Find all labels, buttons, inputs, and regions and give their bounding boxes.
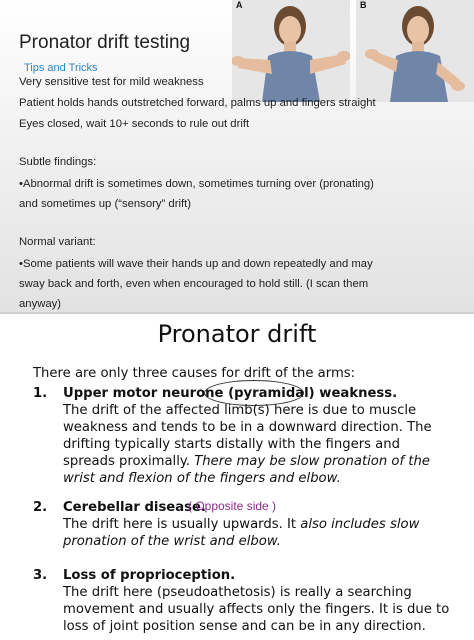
top-line-2: Patient holds hands outstretched forward, palms up and fingers straight: [19, 97, 376, 109]
bottom-slide-title: Pronator drift: [157, 320, 317, 348]
item-3-line-3: loss of joint position sense and can be in any direction.: [63, 619, 426, 634]
top-line-6: and sometimes up (“sensory” drift): [19, 198, 192, 210]
photo-a: [232, 0, 350, 102]
photo-b: [356, 0, 474, 102]
opposite-side-annotation: ( Opposite side ): [188, 499, 277, 513]
item-2-heading: Cerebellar disease.: [63, 500, 206, 515]
bottom-intro: There are only three causes for drift of the arms:: [33, 366, 356, 381]
bottom-slide: [0, 314, 474, 640]
top-line-normal-heading: Normal variant:: [19, 236, 96, 248]
photo-a-label: A: [236, 0, 243, 10]
top-line-10: anyway): [19, 298, 62, 310]
item-1-line-2: weakness and tends to be in a downward direction. The: [63, 420, 432, 435]
item-2-line-1: [63, 517, 419, 532]
item-1-line-4-italic: There may be slow pronation of the: [194, 454, 430, 469]
top-line-subtle-heading: Subtle findings:: [19, 156, 97, 168]
item-1-number: 1.: [33, 386, 48, 401]
top-line-1: Very sensitive test for mild weakness: [19, 76, 204, 88]
item-1-line-1: The drift of the affected limb(s) here is due to muscle: [63, 403, 417, 418]
item-2-line-2: pronation of the wrist and elbow.: [63, 534, 281, 549]
item-1-line-4-normal: spreads proximally.: [63, 454, 195, 469]
photo-b-label: B: [360, 0, 367, 10]
item-1-line-3: drifting typically starts distally with the fingers and: [63, 437, 400, 452]
top-line-9: sway back and forth, even when encouraged to hold still. (I scan them: [19, 278, 369, 290]
item-1-line-4: [63, 454, 430, 469]
top-slide: [0, 0, 474, 312]
patient-pronator-drift-illustration: [356, 0, 474, 102]
item-2-line-1-normal: The drift here is usually upwards. It: [63, 517, 301, 532]
item-1-line-5: wrist and flexion of the fingers and elbow.: [63, 471, 341, 486]
top-line-8: •Some patients will wave their hands up and down repeatedly and may: [19, 258, 373, 270]
item-3-number: 3.: [33, 568, 48, 583]
top-slide-subtitle: Tips and Tricks: [24, 62, 98, 74]
item-3-line-1: The drift here (pseudoathetosis) is really a searching: [63, 585, 412, 600]
item-2-number: 2.: [33, 500, 48, 515]
top-line-3: Eyes closed, wait 10+ seconds to rule out drift: [19, 118, 250, 130]
patient-arms-outstretched-illustration: [232, 0, 350, 102]
item-3-heading: Loss of proprioception.: [63, 568, 236, 583]
item-2-line-1-italic: also includes slow: [300, 517, 420, 532]
item-3-line-2: movement and usually affects only the fingers. It is due to: [63, 602, 450, 617]
top-slide-title: Pronator drift testing: [19, 32, 191, 53]
item-1-heading: Upper motor neurone (pyramidal) weakness.: [63, 386, 398, 401]
top-line-5: •Abnormal drift is sometimes down, sometimes turning over (pronating): [19, 178, 374, 190]
